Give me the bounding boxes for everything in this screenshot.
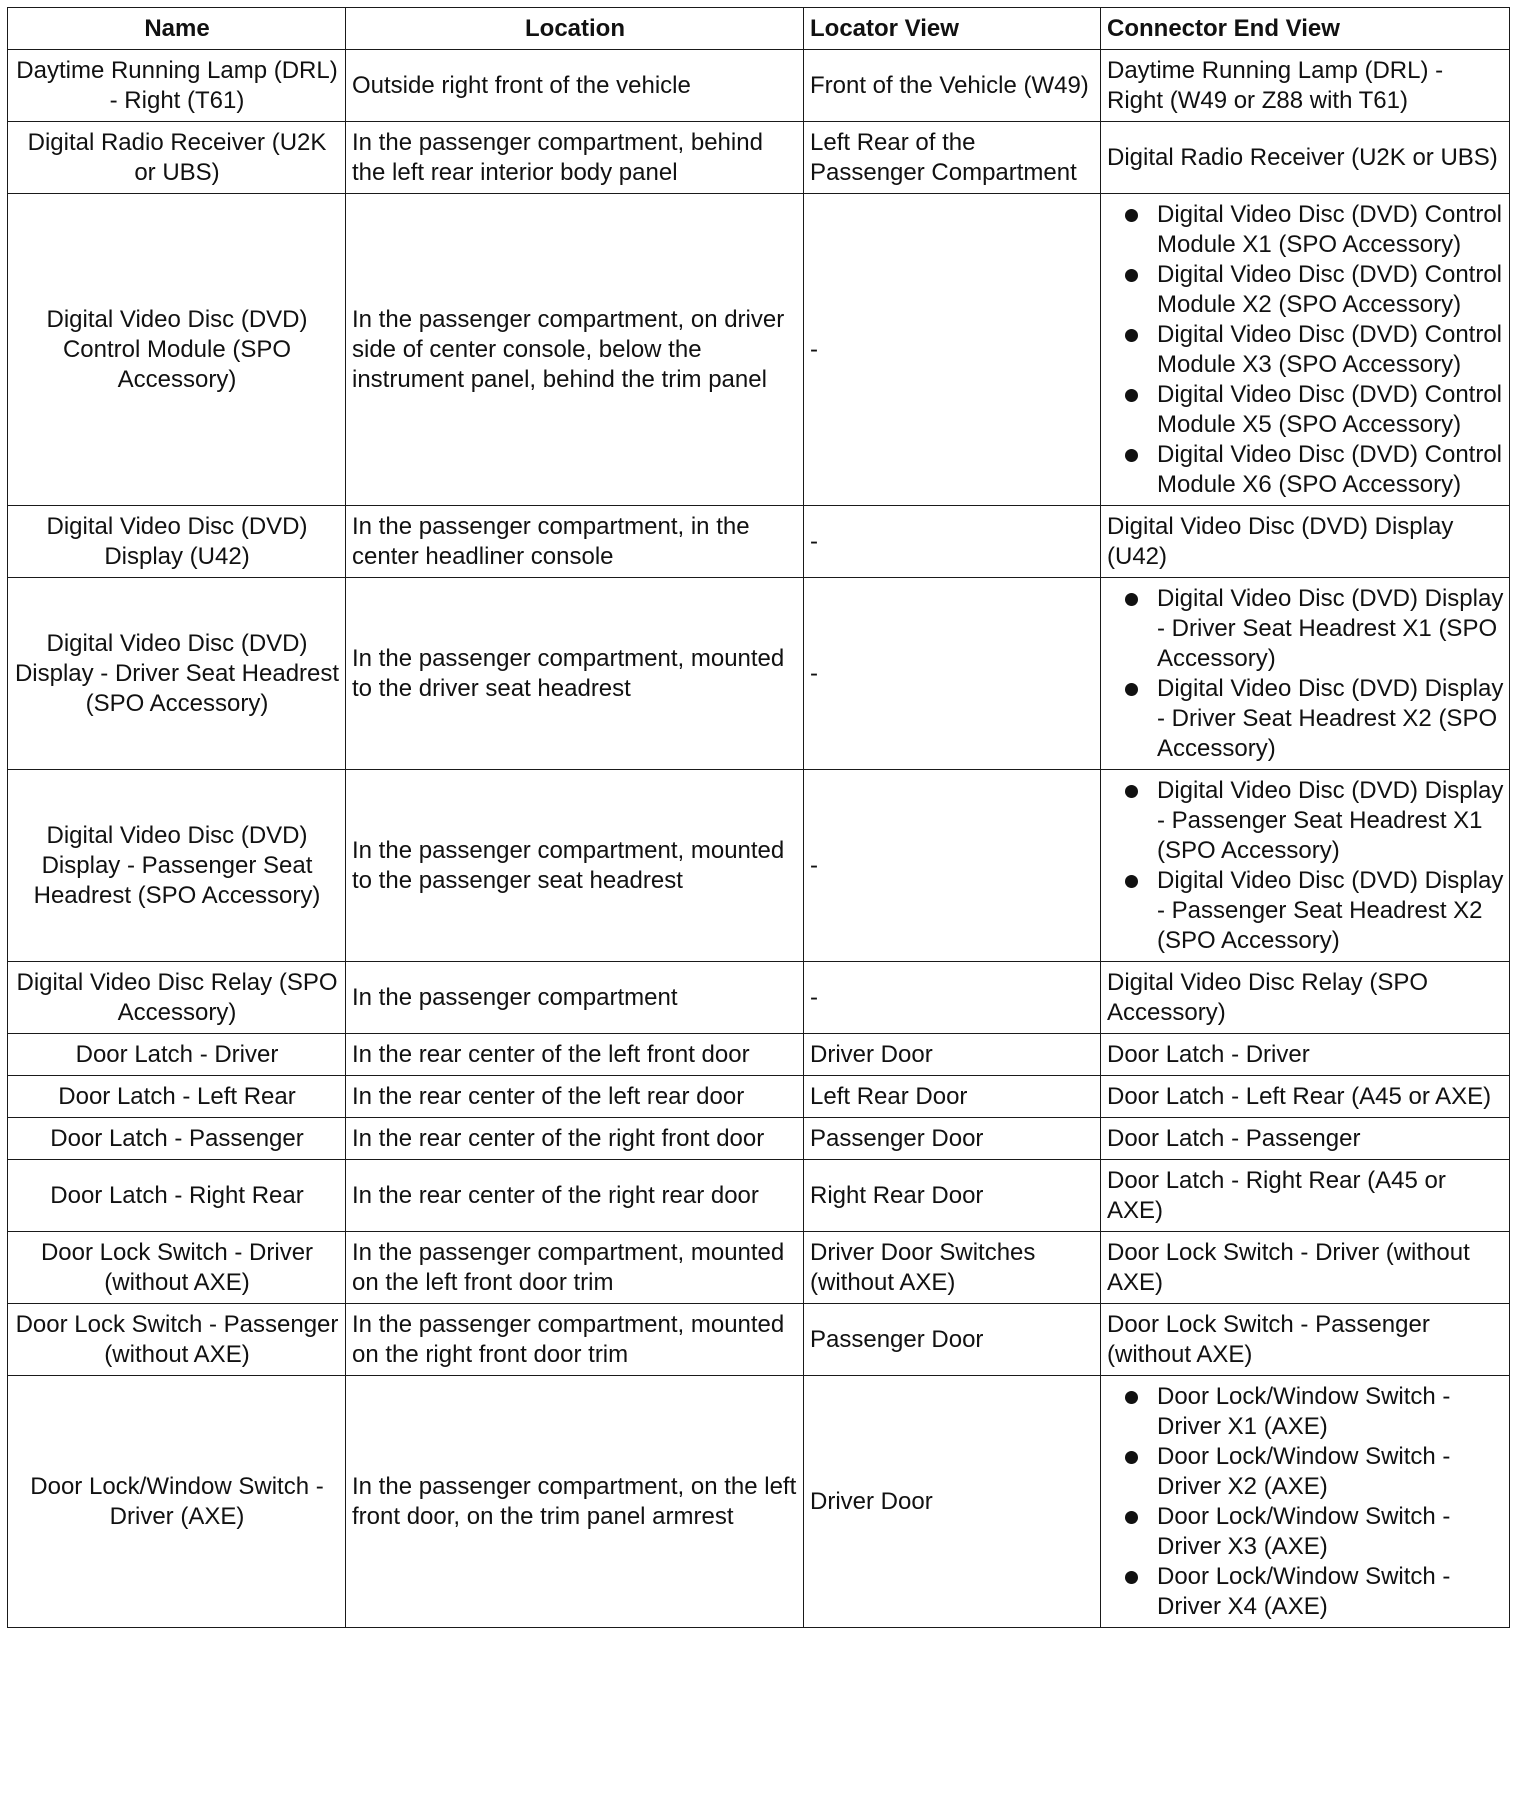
connector-list-item: Digital Video Disc (DVD) Display - Passenger Seat Headrest X2 (SPO Accessory) [1157, 867, 1504, 954]
table-row [8, 1118, 1510, 1160]
cell-name: Digital Video Disc Relay (SPO Accessory) [8, 962, 346, 1034]
cell-locator-view: Driver Door [804, 1034, 1101, 1076]
table-row [8, 962, 1510, 1034]
connector-list [1107, 1382, 1504, 1622]
cell-location: Outside right front of the vehicle [346, 50, 804, 122]
cell-locator-view: - [804, 962, 1101, 1034]
cell-locator-view: Driver Door [804, 1376, 1101, 1628]
connector-list-item: Digital Video Disc (DVD) Control Module X1 (SPO Accessory) [1157, 201, 1502, 258]
cell-name: Door Latch - Driver [8, 1034, 346, 1076]
table-row [8, 1376, 1510, 1628]
cell-locator-view: - [804, 578, 1101, 770]
connector-list-item: Digital Video Disc (DVD) Display - Passenger Seat Headrest X1 (SPO Accessory) [1157, 777, 1504, 864]
header-location: Location [346, 8, 804, 50]
cell-locator-view: Driver Door Switches (without AXE) [804, 1232, 1101, 1304]
header-row [8, 8, 1510, 50]
table-row [8, 1076, 1510, 1118]
cell-name: Door Lock Switch - Passenger (without AXE) [8, 1304, 346, 1376]
connector-list-item: Door Lock/Window Switch - Driver X3 (AXE) [1157, 1502, 1504, 1562]
table-row [8, 1232, 1510, 1304]
connector-list [1107, 776, 1504, 956]
cell-name: Door Latch - Right Rear [8, 1160, 346, 1232]
connector-list-item: Door Lock/Window Switch - Driver X1 (AXE) [1157, 1382, 1504, 1442]
cell-connector-end-view: Digital Radio Receiver (U2K or UBS) [1101, 122, 1510, 194]
cell-connector-end-view [1101, 194, 1510, 506]
cell-name: Daytime Running Lamp (DRL) - Right (T61) [8, 50, 346, 122]
header-connector-end-view: Connector End View [1101, 8, 1510, 50]
cell-locator-view: Front of the Vehicle (W49) [804, 50, 1101, 122]
connector-list-item: Digital Video Disc (DVD) Control Module X2 (SPO Accessory) [1157, 261, 1502, 318]
cell-connector-end-view: Digital Video Disc Relay (SPO Accessory) [1101, 962, 1510, 1034]
cell-locator-view: Right Rear Door [804, 1160, 1101, 1232]
table-row [8, 1304, 1510, 1376]
cell-connector-end-view: Door Latch - Right Rear (A45 or AXE) [1101, 1160, 1510, 1232]
connector-list-item: Digital Video Disc (DVD) Display - Driver Seat Headrest X1 (SPO Accessory) [1157, 585, 1504, 672]
header-name: Name [8, 8, 346, 50]
connector-list-item: Door Lock/Window Switch - Driver X4 (AXE) [1157, 1562, 1504, 1622]
cell-location: In the passenger compartment, on driver side of center console, below the instrument panel, behind the trim panel [346, 194, 804, 506]
table-row [8, 194, 1510, 506]
connector-list-item: Digital Video Disc (DVD) Control Module X3 (SPO Accessory) [1157, 321, 1502, 378]
cell-location: In the passenger compartment, on the left front door, on the trim panel armrest [346, 1376, 804, 1628]
cell-name: Digital Radio Receiver (U2K or UBS) [8, 122, 346, 194]
table-row [8, 578, 1510, 770]
cell-name: Digital Video Disc (DVD) Display (U42) [8, 506, 346, 578]
cell-location: In the rear center of the left rear door [346, 1076, 804, 1118]
table-row [8, 122, 1510, 194]
cell-location: In the rear center of the right rear door [346, 1160, 804, 1232]
cell-location: In the rear center of the left front door [346, 1034, 804, 1076]
cell-connector-end-view: Door Latch - Passenger [1101, 1118, 1510, 1160]
cell-location: In the passenger compartment, mounted on the right front door trim [346, 1304, 804, 1376]
cell-connector-end-view: Door Latch - Driver [1101, 1034, 1510, 1076]
table-row [8, 50, 1510, 122]
cell-location: In the passenger compartment [346, 962, 804, 1034]
cell-locator-view: - [804, 506, 1101, 578]
connector-locations-table [7, 7, 1510, 1628]
cell-locator-view: Passenger Door [804, 1304, 1101, 1376]
cell-name: Door Latch - Passenger [8, 1118, 346, 1160]
table-row [8, 1160, 1510, 1232]
connector-list-item: Door Lock/Window Switch - Driver X2 (AXE) [1157, 1442, 1504, 1502]
cell-connector-end-view: Daytime Running Lamp (DRL) - Right (W49 or Z88 with T61) [1101, 50, 1510, 122]
cell-location: In the passenger compartment, behind the left rear interior body panel [346, 122, 804, 194]
cell-connector-end-view: Door Lock Switch - Driver (without AXE) [1101, 1232, 1510, 1304]
table-row [8, 1034, 1510, 1076]
table-row [8, 506, 1510, 578]
cell-locator-view: Left Rear of the Passenger Compartment [804, 122, 1101, 194]
cell-name: Digital Video Disc (DVD) Display - Passenger Seat Headrest (SPO Accessory) [8, 770, 346, 962]
connector-list-item: Digital Video Disc (DVD) Control Module X5 (SPO Accessory) [1157, 381, 1502, 438]
cell-name: Door Lock/Window Switch - Driver (AXE) [8, 1376, 346, 1628]
cell-name: Door Latch - Left Rear [8, 1076, 346, 1118]
connector-list [1107, 200, 1504, 500]
connector-list [1107, 584, 1504, 764]
cell-locator-view: - [804, 770, 1101, 962]
cell-connector-end-view: Digital Video Disc (DVD) Display (U42) [1101, 506, 1510, 578]
cell-location: In the passenger compartment, mounted on the left front door trim [346, 1232, 804, 1304]
cell-location: In the passenger compartment, mounted to the passenger seat headrest [346, 770, 804, 962]
cell-connector-end-view [1101, 770, 1510, 962]
connector-list-item: Digital Video Disc (DVD) Control Module X6 (SPO Accessory) [1157, 441, 1502, 498]
cell-name: Door Lock Switch - Driver (without AXE) [8, 1232, 346, 1304]
cell-locator-view: Passenger Door [804, 1118, 1101, 1160]
header-locator-view: Locator View [804, 8, 1101, 50]
cell-name: Digital Video Disc (DVD) Display - Driver Seat Headrest (SPO Accessory) [8, 578, 346, 770]
cell-connector-end-view: Door Latch - Left Rear (A45 or AXE) [1101, 1076, 1510, 1118]
cell-connector-end-view [1101, 1376, 1510, 1628]
cell-locator-view: - [804, 194, 1101, 506]
cell-locator-view: Left Rear Door [804, 1076, 1101, 1118]
cell-location: In the passenger compartment, in the center headliner console [346, 506, 804, 578]
cell-connector-end-view [1101, 578, 1510, 770]
cell-name: Digital Video Disc (DVD) Control Module (SPO Accessory) [8, 194, 346, 506]
cell-location: In the passenger compartment, mounted to the driver seat headrest [346, 578, 804, 770]
cell-location: In the rear center of the right front door [346, 1118, 804, 1160]
table-row [8, 770, 1510, 962]
connector-list-item: Digital Video Disc (DVD) Display - Driver Seat Headrest X2 (SPO Accessory) [1157, 675, 1504, 762]
cell-connector-end-view: Door Lock Switch - Passenger (without AXE) [1101, 1304, 1510, 1376]
